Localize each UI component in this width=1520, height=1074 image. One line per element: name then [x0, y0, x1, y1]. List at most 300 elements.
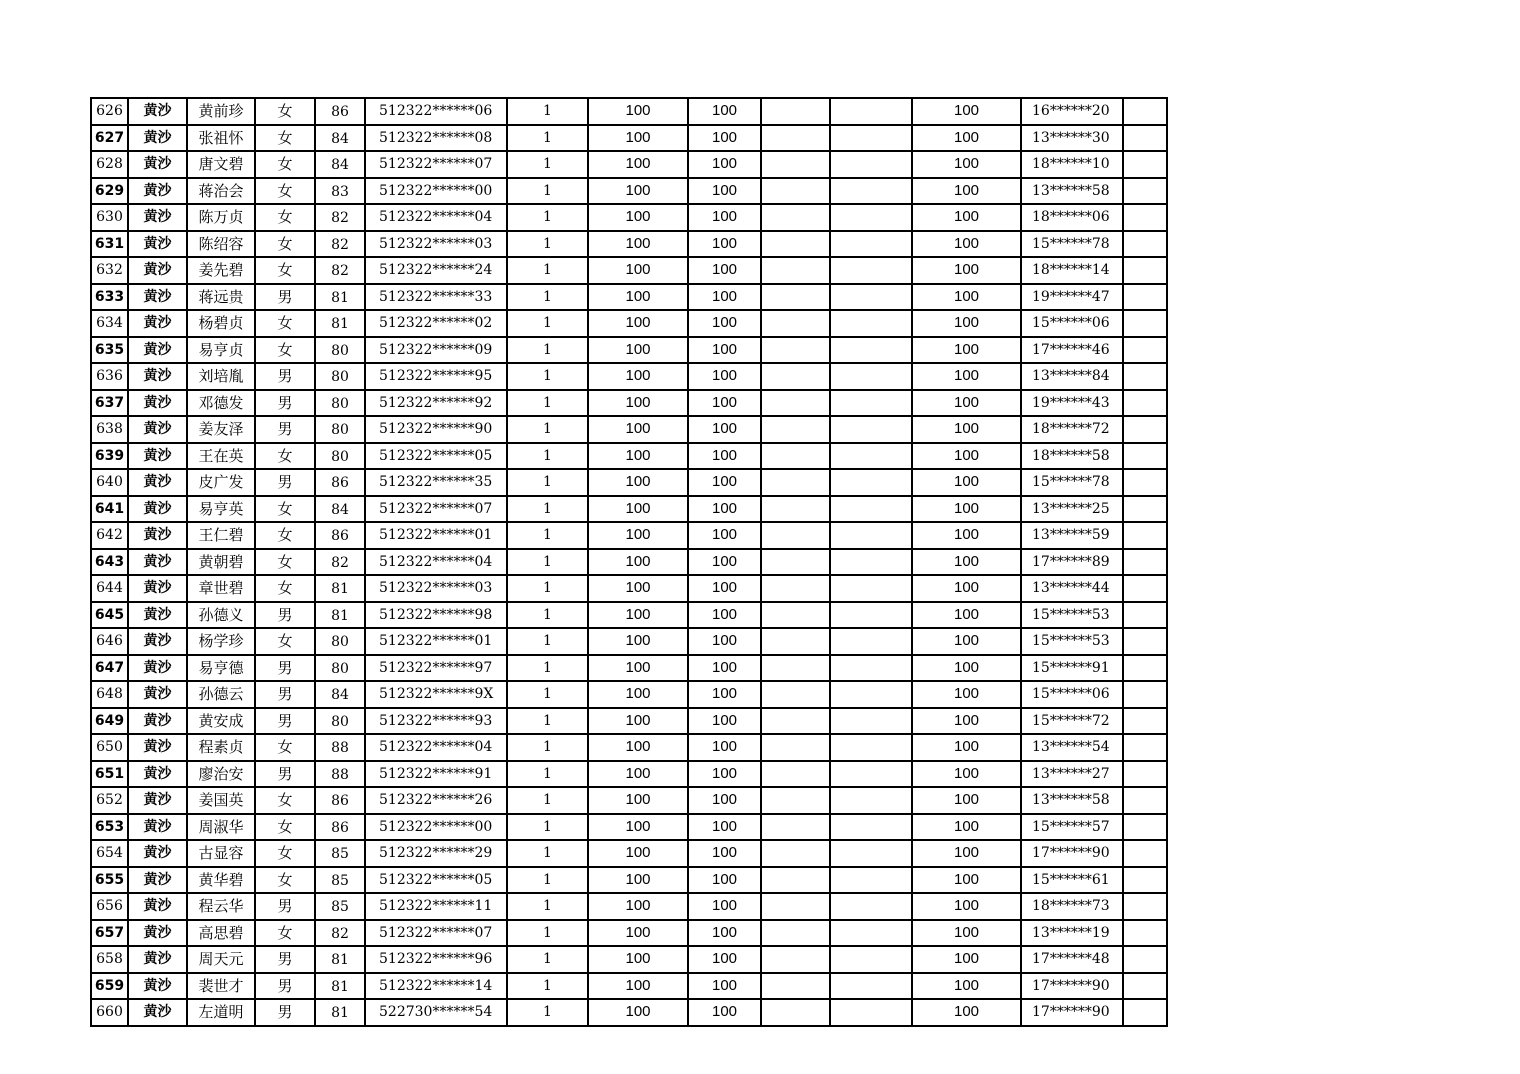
amount-a-cell: 100 [588, 390, 688, 417]
amount-c-cell: 100 [912, 443, 1021, 470]
count-cell: 1 [507, 628, 588, 655]
phone-cell: 17******90 [1021, 999, 1123, 1026]
town-cell: 黄沙 [128, 602, 187, 629]
blank-cell [1123, 310, 1167, 337]
town-cell: 黄沙 [128, 867, 187, 894]
blank-cell [830, 284, 912, 311]
phone-cell: 17******90 [1021, 840, 1123, 867]
amount-a-cell: 100 [588, 337, 688, 364]
town-cell: 黄沙 [128, 814, 187, 841]
amount-a-cell: 100 [588, 840, 688, 867]
blank-cell [1123, 496, 1167, 523]
town-cell: 黄沙 [128, 257, 187, 284]
amount-b-cell: 100 [688, 549, 761, 576]
id-number-cell: 512322******29 [365, 840, 507, 867]
count-cell: 1 [507, 549, 588, 576]
gender-cell: 男 [255, 973, 315, 1000]
blank-cell [761, 390, 830, 417]
seq-cell: 647 [91, 655, 128, 682]
blank-cell [761, 867, 830, 894]
blank-cell [761, 814, 830, 841]
amount-c-cell: 100 [912, 416, 1021, 443]
blank-cell [761, 522, 830, 549]
phone-cell: 13******54 [1021, 734, 1123, 761]
phone-cell: 13******59 [1021, 522, 1123, 549]
amount-a-cell: 100 [588, 867, 688, 894]
name-cell: 皮广发 [187, 469, 255, 496]
amount-a-cell: 100 [588, 575, 688, 602]
town-cell: 黄沙 [128, 920, 187, 947]
blank-cell [761, 469, 830, 496]
town-cell: 黄沙 [128, 787, 187, 814]
table-row [91, 310, 1167, 337]
name-cell: 姜友泽 [187, 416, 255, 443]
blank-cell [761, 575, 830, 602]
seq-cell: 641 [91, 496, 128, 523]
gender-cell: 女 [255, 125, 315, 152]
table-row [91, 655, 1167, 682]
count-cell: 1 [507, 337, 588, 364]
gender-cell: 男 [255, 390, 315, 417]
gender-cell: 男 [255, 363, 315, 390]
blank-cell [761, 231, 830, 258]
seq-cell: 642 [91, 522, 128, 549]
blank-cell [830, 602, 912, 629]
blank-cell [761, 708, 830, 735]
age-cell: 81 [315, 973, 365, 1000]
phone-cell: 13******27 [1021, 761, 1123, 788]
age-cell: 81 [315, 999, 365, 1026]
count-cell: 1 [507, 231, 588, 258]
name-cell: 黄朝碧 [187, 549, 255, 576]
name-cell: 黄前珍 [187, 98, 255, 125]
blank-cell [1123, 761, 1167, 788]
town-cell: 黄沙 [128, 628, 187, 655]
amount-c-cell: 100 [912, 840, 1021, 867]
town-cell: 黄沙 [128, 708, 187, 735]
phone-cell: 13******58 [1021, 178, 1123, 205]
town-cell: 黄沙 [128, 946, 187, 973]
gender-cell: 女 [255, 522, 315, 549]
table-row [91, 522, 1167, 549]
amount-c-cell: 100 [912, 151, 1021, 178]
name-cell: 唐文碧 [187, 151, 255, 178]
seq-cell: 631 [91, 231, 128, 258]
gender-cell: 女 [255, 204, 315, 231]
id-number-cell: 512322******95 [365, 363, 507, 390]
age-cell: 80 [315, 443, 365, 470]
seq-cell: 644 [91, 575, 128, 602]
id-number-cell: 512322******08 [365, 125, 507, 152]
gender-cell: 女 [255, 549, 315, 576]
blank-cell [761, 125, 830, 152]
name-cell: 高思碧 [187, 920, 255, 947]
amount-a-cell: 100 [588, 496, 688, 523]
blank-cell [1123, 681, 1167, 708]
town-cell: 黄沙 [128, 284, 187, 311]
phone-cell: 15******57 [1021, 814, 1123, 841]
amount-b-cell: 100 [688, 999, 761, 1026]
amount-c-cell: 100 [912, 628, 1021, 655]
phone-cell: 15******06 [1021, 310, 1123, 337]
amount-c-cell: 100 [912, 363, 1021, 390]
id-number-cell: 512322******11 [365, 893, 507, 920]
seq-cell: 634 [91, 310, 128, 337]
count-cell: 1 [507, 787, 588, 814]
blank-cell [830, 310, 912, 337]
age-cell: 86 [315, 98, 365, 125]
gender-cell: 女 [255, 628, 315, 655]
amount-c-cell: 100 [912, 98, 1021, 125]
seq-cell: 655 [91, 867, 128, 894]
blank-cell [761, 761, 830, 788]
table-row [91, 575, 1167, 602]
amount-b-cell: 100 [688, 787, 761, 814]
blank-cell [1123, 125, 1167, 152]
town-cell: 黄沙 [128, 363, 187, 390]
blank-cell [830, 575, 912, 602]
amount-a-cell: 100 [588, 655, 688, 682]
blank-cell [1123, 734, 1167, 761]
town-cell: 黄沙 [128, 840, 187, 867]
blank-cell [1123, 522, 1167, 549]
town-cell: 黄沙 [128, 999, 187, 1026]
amount-c-cell: 100 [912, 204, 1021, 231]
count-cell: 1 [507, 761, 588, 788]
amount-a-cell: 100 [588, 310, 688, 337]
id-number-cell: 512322******14 [365, 973, 507, 1000]
seq-cell: 632 [91, 257, 128, 284]
id-number-cell: 512322******05 [365, 867, 507, 894]
blank-cell [761, 443, 830, 470]
gender-cell: 女 [255, 814, 315, 841]
seq-cell: 648 [91, 681, 128, 708]
name-cell: 孙德义 [187, 602, 255, 629]
town-cell: 黄沙 [128, 893, 187, 920]
town-cell: 黄沙 [128, 204, 187, 231]
table-row [91, 602, 1167, 629]
blank-cell [830, 787, 912, 814]
id-number-cell: 512322******04 [365, 204, 507, 231]
amount-b-cell: 100 [688, 284, 761, 311]
blank-cell [1123, 628, 1167, 655]
blank-cell [830, 416, 912, 443]
amount-a-cell: 100 [588, 443, 688, 470]
id-number-cell: 512322******96 [365, 946, 507, 973]
gender-cell: 女 [255, 178, 315, 205]
amount-b-cell: 100 [688, 178, 761, 205]
id-number-cell: 512322******24 [365, 257, 507, 284]
count-cell: 1 [507, 681, 588, 708]
seq-cell: 633 [91, 284, 128, 311]
blank-cell [830, 867, 912, 894]
id-number-cell: 512322******03 [365, 575, 507, 602]
count-cell: 1 [507, 734, 588, 761]
seq-cell: 628 [91, 151, 128, 178]
blank-cell [761, 337, 830, 364]
amount-c-cell: 100 [912, 708, 1021, 735]
gender-cell: 女 [255, 920, 315, 947]
name-cell: 周天元 [187, 946, 255, 973]
count-cell: 1 [507, 204, 588, 231]
id-number-cell: 512322******09 [365, 337, 507, 364]
blank-cell [830, 390, 912, 417]
seq-cell: 638 [91, 416, 128, 443]
town-cell: 黄沙 [128, 761, 187, 788]
age-cell: 85 [315, 867, 365, 894]
age-cell: 86 [315, 522, 365, 549]
blank-cell [761, 973, 830, 1000]
age-cell: 82 [315, 920, 365, 947]
amount-b-cell: 100 [688, 310, 761, 337]
amount-b-cell: 100 [688, 204, 761, 231]
amount-c-cell: 100 [912, 734, 1021, 761]
name-cell: 易亨德 [187, 655, 255, 682]
count-cell: 1 [507, 178, 588, 205]
amount-c-cell: 100 [912, 284, 1021, 311]
amount-c-cell: 100 [912, 125, 1021, 152]
table-row [91, 708, 1167, 735]
blank-cell [761, 257, 830, 284]
gender-cell: 男 [255, 284, 315, 311]
id-number-cell: 512322******93 [365, 708, 507, 735]
amount-c-cell: 100 [912, 337, 1021, 364]
phone-cell: 15******53 [1021, 602, 1123, 629]
amount-a-cell: 100 [588, 920, 688, 947]
blank-cell [830, 708, 912, 735]
blank-cell [830, 920, 912, 947]
town-cell: 黄沙 [128, 151, 187, 178]
amount-c-cell: 100 [912, 681, 1021, 708]
blank-cell [761, 496, 830, 523]
blank-cell [1123, 787, 1167, 814]
gender-cell: 男 [255, 761, 315, 788]
seq-cell: 637 [91, 390, 128, 417]
table-row [91, 363, 1167, 390]
id-number-cell: 512322******9X [365, 681, 507, 708]
beneficiary-table [90, 97, 1168, 1027]
id-number-cell: 512322******07 [365, 920, 507, 947]
blank-cell [830, 973, 912, 1000]
town-cell: 黄沙 [128, 469, 187, 496]
gender-cell: 女 [255, 496, 315, 523]
gender-cell: 男 [255, 893, 315, 920]
gender-cell: 男 [255, 946, 315, 973]
table-row [91, 257, 1167, 284]
blank-cell [1123, 920, 1167, 947]
name-cell: 蒋远贵 [187, 284, 255, 311]
blank-cell [1123, 443, 1167, 470]
name-cell: 蒋治会 [187, 178, 255, 205]
blank-cell [830, 363, 912, 390]
blank-cell [761, 151, 830, 178]
id-number-cell: 512322******02 [365, 310, 507, 337]
table-row [91, 814, 1167, 841]
name-cell: 黄安成 [187, 708, 255, 735]
phone-cell: 13******30 [1021, 125, 1123, 152]
blank-cell [830, 98, 912, 125]
count-cell: 1 [507, 522, 588, 549]
blank-cell [830, 257, 912, 284]
id-number-cell: 512322******35 [365, 469, 507, 496]
phone-cell: 15******72 [1021, 708, 1123, 735]
amount-c-cell: 100 [912, 257, 1021, 284]
phone-cell: 18******72 [1021, 416, 1123, 443]
amount-b-cell: 100 [688, 257, 761, 284]
count-cell: 1 [507, 416, 588, 443]
gender-cell: 女 [255, 337, 315, 364]
table-row [91, 946, 1167, 973]
seq-cell: 636 [91, 363, 128, 390]
amount-b-cell: 100 [688, 920, 761, 947]
phone-cell: 15******53 [1021, 628, 1123, 655]
amount-b-cell: 100 [688, 708, 761, 735]
amount-c-cell: 100 [912, 575, 1021, 602]
amount-b-cell: 100 [688, 416, 761, 443]
blank-cell [830, 549, 912, 576]
age-cell: 85 [315, 893, 365, 920]
phone-cell: 13******58 [1021, 787, 1123, 814]
name-cell: 程素贞 [187, 734, 255, 761]
table-row [91, 761, 1167, 788]
amount-c-cell: 100 [912, 522, 1021, 549]
seq-cell: 627 [91, 125, 128, 152]
table-row [91, 231, 1167, 258]
name-cell: 杨碧贞 [187, 310, 255, 337]
age-cell: 88 [315, 734, 365, 761]
amount-c-cell: 100 [912, 867, 1021, 894]
id-number-cell: 522730******54 [365, 999, 507, 1026]
amount-c-cell: 100 [912, 602, 1021, 629]
amount-c-cell: 100 [912, 496, 1021, 523]
amount-b-cell: 100 [688, 231, 761, 258]
age-cell: 84 [315, 125, 365, 152]
count-cell: 1 [507, 999, 588, 1026]
gender-cell: 女 [255, 443, 315, 470]
phone-cell: 18******10 [1021, 151, 1123, 178]
amount-b-cell: 100 [688, 628, 761, 655]
name-cell: 陈万贞 [187, 204, 255, 231]
town-cell: 黄沙 [128, 443, 187, 470]
town-cell: 黄沙 [128, 390, 187, 417]
table-row [91, 628, 1167, 655]
age-cell: 86 [315, 469, 365, 496]
gender-cell: 男 [255, 602, 315, 629]
seq-cell: 635 [91, 337, 128, 364]
amount-b-cell: 100 [688, 151, 761, 178]
blank-cell [830, 893, 912, 920]
count-cell: 1 [507, 390, 588, 417]
blank-cell [761, 204, 830, 231]
blank-cell [830, 337, 912, 364]
id-number-cell: 512322******01 [365, 628, 507, 655]
amount-a-cell: 100 [588, 231, 688, 258]
name-cell: 姜先碧 [187, 257, 255, 284]
name-cell: 程云华 [187, 893, 255, 920]
age-cell: 85 [315, 840, 365, 867]
seq-cell: 626 [91, 98, 128, 125]
table-row [91, 337, 1167, 364]
town-cell: 黄沙 [128, 416, 187, 443]
name-cell: 易亨英 [187, 496, 255, 523]
table-row [91, 443, 1167, 470]
blank-cell [830, 655, 912, 682]
amount-b-cell: 100 [688, 840, 761, 867]
name-cell: 章世碧 [187, 575, 255, 602]
blank-cell [761, 602, 830, 629]
seq-cell: 630 [91, 204, 128, 231]
table-row [91, 867, 1167, 894]
count-cell: 1 [507, 443, 588, 470]
table-row [91, 416, 1167, 443]
amount-b-cell: 100 [688, 734, 761, 761]
amount-b-cell: 100 [688, 893, 761, 920]
town-cell: 黄沙 [128, 655, 187, 682]
blank-cell [1123, 98, 1167, 125]
name-cell: 陈绍容 [187, 231, 255, 258]
table-row [91, 390, 1167, 417]
amount-c-cell: 100 [912, 946, 1021, 973]
amount-a-cell: 100 [588, 204, 688, 231]
id-number-cell: 512322******98 [365, 602, 507, 629]
seq-cell: 653 [91, 814, 128, 841]
table-row [91, 284, 1167, 311]
town-cell: 黄沙 [128, 522, 187, 549]
blank-cell [830, 204, 912, 231]
amount-b-cell: 100 [688, 655, 761, 682]
id-number-cell: 512322******00 [365, 814, 507, 841]
phone-cell: 19******43 [1021, 390, 1123, 417]
count-cell: 1 [507, 98, 588, 125]
amount-b-cell: 100 [688, 337, 761, 364]
table-row [91, 840, 1167, 867]
amount-a-cell: 100 [588, 814, 688, 841]
amount-b-cell: 100 [688, 522, 761, 549]
name-cell: 左道明 [187, 999, 255, 1026]
seq-cell: 651 [91, 761, 128, 788]
phone-cell: 18******06 [1021, 204, 1123, 231]
blank-cell [1123, 178, 1167, 205]
phone-cell: 13******25 [1021, 496, 1123, 523]
id-number-cell: 512322******33 [365, 284, 507, 311]
age-cell: 82 [315, 204, 365, 231]
blank-cell [761, 655, 830, 682]
name-cell: 孙德云 [187, 681, 255, 708]
table-row [91, 178, 1167, 205]
blank-cell [830, 231, 912, 258]
table-row [91, 125, 1167, 152]
blank-cell [830, 814, 912, 841]
amount-a-cell: 100 [588, 257, 688, 284]
amount-a-cell: 100 [588, 98, 688, 125]
amount-c-cell: 100 [912, 920, 1021, 947]
blank-cell [830, 469, 912, 496]
gender-cell: 男 [255, 469, 315, 496]
town-cell: 黄沙 [128, 681, 187, 708]
blank-cell [1123, 416, 1167, 443]
amount-b-cell: 100 [688, 973, 761, 1000]
amount-a-cell: 100 [588, 946, 688, 973]
age-cell: 81 [315, 946, 365, 973]
blank-cell [761, 787, 830, 814]
seq-cell: 654 [91, 840, 128, 867]
seq-cell: 652 [91, 787, 128, 814]
age-cell: 81 [315, 575, 365, 602]
table-row [91, 549, 1167, 576]
seq-cell: 656 [91, 893, 128, 920]
amount-c-cell: 100 [912, 761, 1021, 788]
table-row [91, 787, 1167, 814]
